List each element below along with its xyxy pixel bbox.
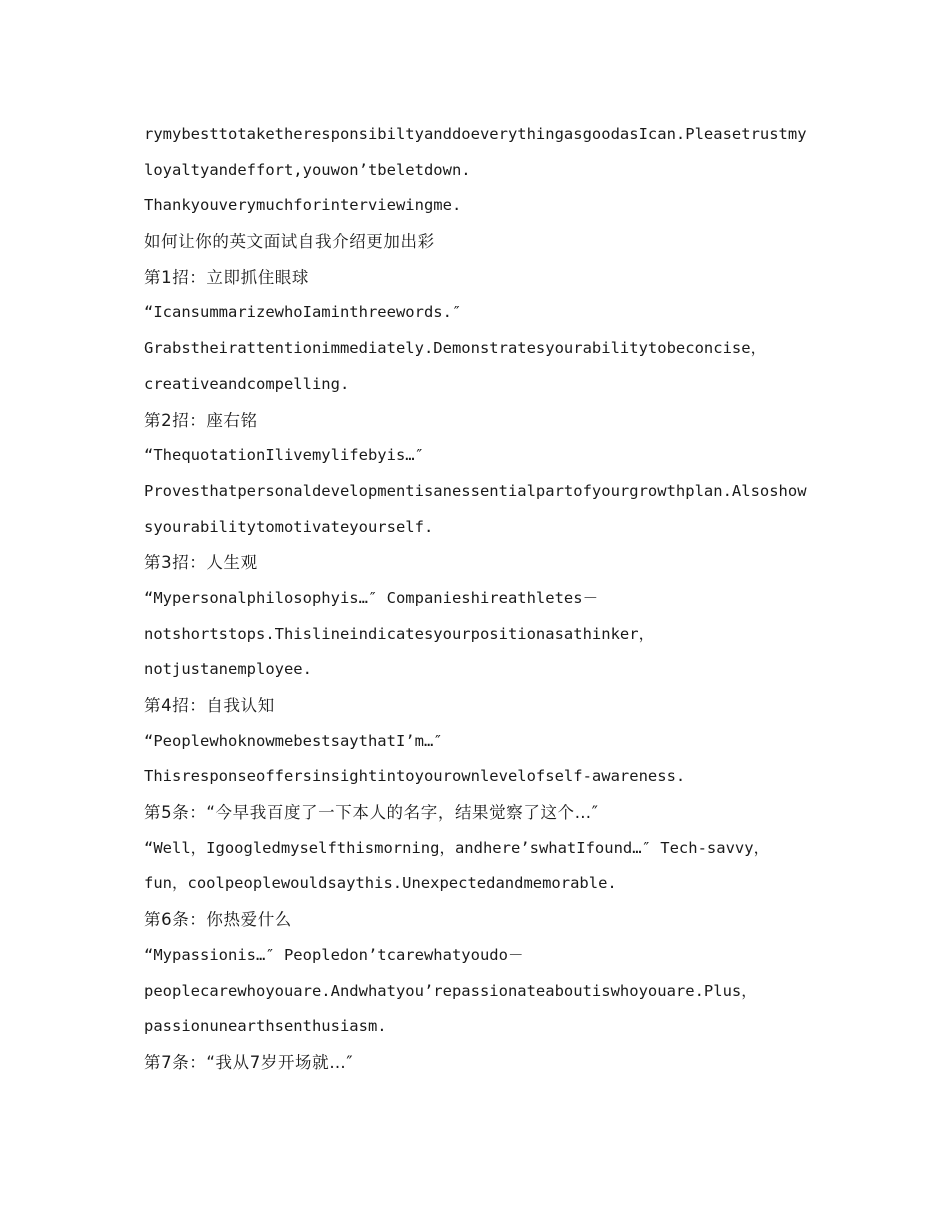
text-line: notjustanemployee. [144, 660, 312, 679]
text-line: passionunearthsenthusiasm. [144, 1017, 387, 1036]
quote-line: “Mypersonalphilosophyis…″ Companieshireathletes－ [144, 588, 599, 607]
text-line: syourabilitytomotivateyourself. [144, 517, 434, 536]
tip-heading: 第7条：“我从7岁开场就…″ [144, 1052, 354, 1072]
section-heading: 如何让你的英文面试自我介绍更加出彩 [144, 232, 435, 252]
tip-heading: 第3招：人生观 [144, 553, 258, 573]
quote-line: “Mypassionis…″ Peopledon’tcarewhatyoudo－ [144, 945, 524, 964]
text-line: fun，coolpeoplewouldsaythis.Unexpectedandmemorable. [144, 874, 617, 893]
text-line: loyaltyandeffort,youwon’tbeletdown. [144, 160, 471, 179]
document-body [144, 117, 814, 1081]
tip-heading: 第1招：立即抓住眼球 [144, 267, 309, 287]
quote-line: “PeoplewhoknowmebestsaythatI’m…″ [144, 731, 443, 750]
text-line: Thankyouverymuchforinterviewingme. [144, 196, 462, 215]
text-line: peoplecarewhoyouare.Andwhatyou’repassionateaboutiswhoyouare.Plus， [144, 981, 757, 1000]
tip-heading: 第6条：你热爱什么 [144, 910, 292, 930]
tip-heading: 第5条：“今早我百度了一下本人的名字，结果觉察了这个…″ [144, 803, 599, 823]
tip-heading: 第2招：座右铭 [144, 410, 258, 430]
text-line: creativeandcompelling. [144, 374, 350, 393]
tip-heading: 第4招：自我认知 [144, 696, 275, 715]
quote-line: “IcansummarizewhoIaminthreewords.″ [144, 303, 462, 322]
quote-line: “Well，Igoogledmyselfthismorning，andhere’swhatIfound…″ Tech-savvy， [144, 838, 770, 857]
text-line: Thisresponseoffersinsightintoyourownlevelofself-awareness. [144, 767, 686, 786]
text-line: Provesthatpersonaldevelopmentisanessentialpartofyourgrowthplan.Alsoshow [144, 481, 807, 500]
text-line: notshortstops.Thislineindicatesyourpositionasathinker， [144, 624, 655, 643]
quote-line: “ThequotationIlivemylifebyis…″ [144, 446, 424, 465]
text-line: rymybesttotaketheresponsibiltyanddoeverythingasgoodasIcan.Pleasetrustmy [144, 125, 807, 143]
text-line: Grabstheirattentionimmediately.Demonstratesyourabilitytobeconcise， [144, 339, 767, 358]
